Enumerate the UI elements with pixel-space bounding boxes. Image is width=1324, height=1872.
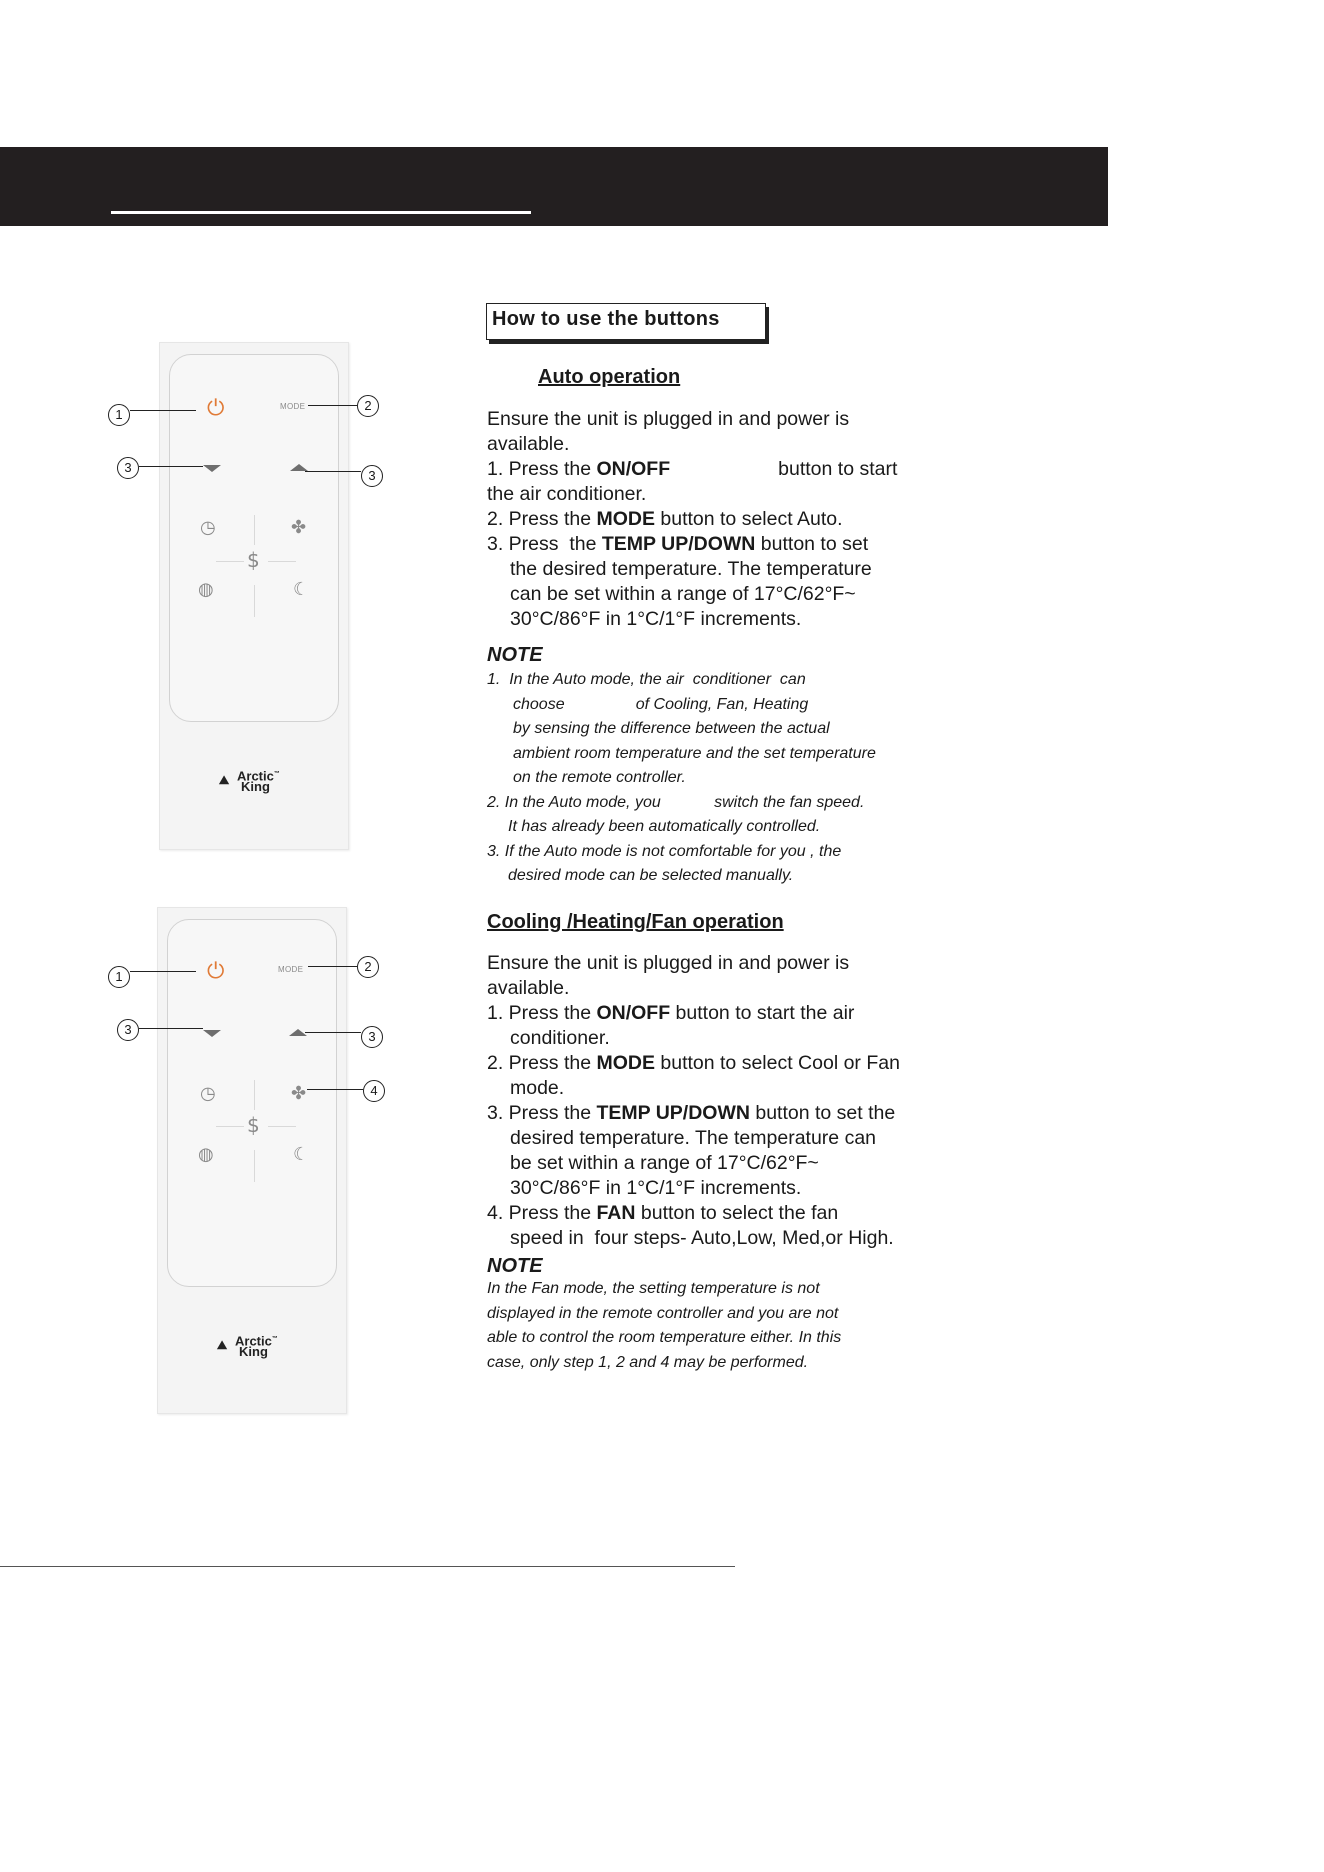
fan-icon: ✤ — [291, 517, 307, 538]
leader-line — [130, 971, 196, 972]
auto-instructions: Ensure the unit is plugged in and power is available. 1. Press the ON/OFF button to start the air conditioner. 2. Press the MODE button to select Auto. 3. Press the TEMP UP/DOWN button to set the desired temperature. The temperature can be set within a range of 17°C/62°F~ 30°C/86°F in 1°C/1°F increments. — [487, 408, 898, 630]
remote-button-panel — [167, 919, 337, 1287]
leader-line — [308, 966, 357, 967]
leader-line — [305, 471, 361, 472]
callout-4: 4 — [363, 1080, 385, 1102]
callout-2: 2 — [357, 956, 379, 978]
cooling-instructions: Ensure the unit is plugged in and power is available. 1. Press the ON/OFF button to start the air conditioner. 2. Press the MODE button to select Cool or Fan mode. 3. Press the TEMP UP/DOWN button to set the desired temperature. The temperature can be set within a range of 17°C/62°F~ 30°C/86°F in 1°C/1°F increments. 4. Press the FAN button to select the fan speed in four steps- Auto,Low, Med,or High. — [487, 952, 900, 1249]
callout-3: 3 — [117, 457, 139, 479]
swing-icon: ◍ — [198, 1144, 214, 1165]
auto-note: 1. In the Auto mode, the air conditioner can choose of Cooling, Fan, Heating by sensing the difference between the actual ambient room temperature and the set temperature on the remote controller. 2. In the Auto mode, you switch the fan speed. It has already been automatically controlled. 3. If the Auto mode is not comfortable for you , the desired mode can be selected manually. — [487, 671, 876, 884]
fan-icon: ✤ — [291, 1083, 307, 1104]
header-bar — [0, 147, 1108, 226]
callout-1: 1 — [108, 966, 130, 988]
auto-note-heading: NOTE — [487, 644, 543, 666]
dollar-icon: $ — [247, 548, 260, 572]
divider — [268, 561, 296, 562]
arrow-down-icon — [203, 1030, 221, 1037]
leader-line — [307, 1089, 363, 1090]
cooling-note: In the Fan mode, the setting temperature is not displayed in the remote controller and you are not able to control the room temperature either. In this case, only step 1, 2 and 4 may be performed. — [487, 1280, 842, 1371]
timer-icon: ◷ — [200, 1083, 216, 1104]
callout-3: 3 — [117, 1019, 139, 1041]
arrow-up-icon — [290, 464, 308, 471]
divider — [268, 1126, 296, 1127]
divider — [254, 1150, 255, 1182]
dollar-icon: $ — [247, 1113, 260, 1137]
timer-icon: ◷ — [200, 517, 216, 538]
leader-line — [139, 466, 203, 467]
remote-control-image-2 — [157, 907, 347, 1414]
power-icon: ⏻ — [207, 958, 225, 983]
divider — [216, 561, 244, 562]
section-title-box — [486, 303, 766, 340]
leader-line — [305, 1032, 361, 1033]
mode-button-label: MODE — [278, 965, 304, 974]
callout-3: 3 — [361, 465, 383, 487]
callout-3: 3 — [361, 1026, 383, 1048]
callout-1: 1 — [108, 404, 130, 426]
arctic-king-logo: ⛰ Arctic™ King — [219, 768, 280, 795]
power-icon: ⏻ — [207, 395, 225, 420]
header-underline — [111, 211, 531, 214]
footer-rule — [0, 1566, 735, 1567]
arrow-down-icon — [203, 465, 221, 472]
cooling-note-heading: NOTE — [487, 1255, 543, 1277]
leader-line — [130, 410, 196, 411]
sleep-icon: ☾ — [293, 1144, 310, 1165]
divider — [254, 585, 255, 617]
section-title: How to use the buttons — [492, 308, 720, 330]
leader-line — [139, 1028, 203, 1029]
mode-button-label: MODE — [280, 402, 306, 411]
arctic-king-logo: ⛰ Arctic™ King — [217, 1333, 278, 1360]
sleep-icon: ☾ — [293, 579, 310, 600]
auto-operation-heading: Auto operation — [538, 366, 681, 388]
swing-icon: ◍ — [198, 579, 214, 600]
divider — [216, 1126, 244, 1127]
cooling-operation-heading: Cooling /Heating/Fan operation — [487, 911, 784, 933]
divider — [254, 1080, 255, 1110]
divider — [254, 515, 255, 545]
remote-control-image-1 — [159, 342, 349, 850]
callout-2: 2 — [357, 395, 379, 417]
leader-line — [308, 405, 357, 406]
